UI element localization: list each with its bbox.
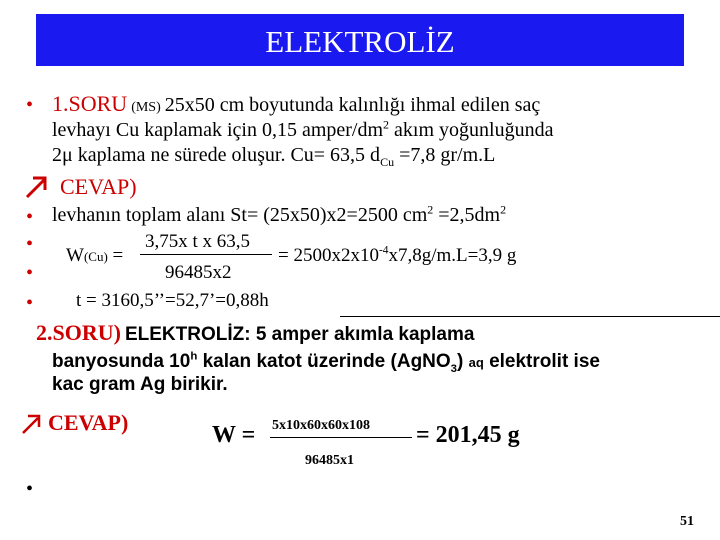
area-text-a: levhanın toplam alanı St= (25x50)x2=2500 cm	[52, 204, 428, 226]
question-1-line-2	[52, 119, 553, 142]
question-1-text-2b: akım yoğunluğunda	[389, 119, 554, 141]
fraction-bar	[270, 437, 412, 438]
question-1-line-1	[52, 91, 540, 117]
formula-denominator: 96485x2	[165, 262, 232, 283]
w-subscript: (Cu)	[83, 249, 108, 264]
page-number: 51	[680, 514, 694, 529]
answer-2-denominator: 96485x1	[305, 453, 354, 468]
answer-2-w: W =	[212, 422, 256, 448]
bullet: •	[26, 94, 34, 116]
formula-numerator: 3,75x t x 63,5	[145, 231, 251, 252]
arrow-up-right-icon	[24, 174, 50, 200]
superscript: 2	[383, 117, 390, 132]
bullet: •	[26, 233, 34, 255]
superscript: -4	[378, 244, 389, 257]
area-text-b: =2,5dm	[433, 204, 501, 226]
formula-right	[278, 245, 516, 267]
rhs-text-a: = 2500x2x10	[278, 245, 379, 266]
answer-1-label: CEVAP)	[60, 174, 137, 199]
question-2-line-2	[52, 351, 600, 373]
bullet: •	[26, 478, 34, 500]
question-2-line-1	[36, 320, 474, 346]
question-2-label: 2.SORU)	[36, 320, 121, 345]
question-2-text-2b: kalan katot üzerinde (AgNO	[197, 351, 451, 372]
question-2-text-2d: elektrolit ise	[483, 351, 600, 372]
superscript: 2	[500, 202, 507, 217]
separator-line	[340, 316, 720, 317]
question-1-text-3b: =7,8 gr/m.L	[394, 144, 496, 166]
formula-left	[66, 245, 123, 267]
question-1-line-3	[52, 144, 495, 167]
slide-title: ELEKTROLİZ	[265, 24, 455, 59]
question-2-text-2a: banyosunda 10	[52, 351, 191, 372]
answer-2-numerator: 5x10x60x60x108	[272, 418, 370, 433]
answer-2-label: CEVAP)	[48, 410, 129, 435]
time-result: t = 3160,5’’=52,7’=0,88h	[76, 290, 269, 311]
question-2-text-1: ELEKTROLİZ: 5 amper akımla kaplama	[124, 324, 475, 345]
question-1-text-1: 25x50 cm boyutunda kalınlığı ihmal edilen saç	[164, 94, 541, 116]
bullet: •	[26, 262, 34, 284]
bullet: •	[26, 206, 34, 228]
arrow-up-right-icon	[20, 412, 44, 436]
equals-sign: =	[107, 245, 124, 266]
bullet: •	[26, 292, 34, 314]
answer-1-area-line	[52, 204, 506, 227]
title-bar	[36, 14, 684, 66]
subscript: 3	[450, 362, 458, 375]
aq-label: aq	[468, 355, 484, 370]
fraction-bar	[140, 254, 272, 255]
question-2-line-3: kac gram Ag birikir.	[52, 374, 228, 395]
superscript: h	[190, 350, 198, 363]
superscript: 2	[427, 202, 434, 217]
question-1-label: 1.SORU	[52, 91, 128, 116]
rhs-text-b: x7,8g/m.L=3,9 g	[388, 245, 517, 266]
answer-2-result: = 201,45 g	[416, 422, 520, 448]
question-1-text-3a: 2μ kaplama ne sürede oluşur. Cu= 63,5 d	[52, 144, 381, 166]
question-1-text-2a: levhayı Cu kaplamak için 0,15 amper/dm	[52, 119, 384, 141]
w-label: W	[66, 245, 84, 266]
subscript: Cu	[380, 155, 395, 169]
question-2-text-2c: )	[457, 351, 469, 372]
question-1-tag: (MS)	[131, 100, 161, 115]
